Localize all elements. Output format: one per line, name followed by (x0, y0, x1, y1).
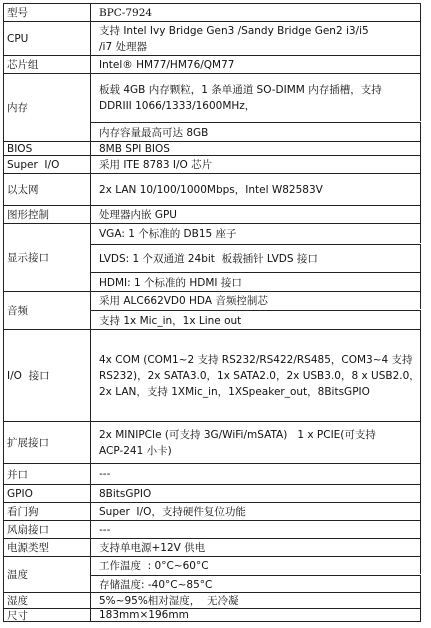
spec-row (3, 556, 421, 592)
spec-row (3, 55, 421, 73)
spec-row (3, 329, 421, 421)
spec-row (3, 520, 421, 538)
spec-label: 显示接口 (3, 224, 91, 291)
spec-label: 温度 (3, 557, 91, 592)
spec-value (91, 174, 421, 205)
spec-row (3, 421, 421, 463)
spec-value-line: 5%~95%相对湿度， 无冷凝 (99, 594, 239, 607)
spec-label: 扩展接口 (3, 422, 91, 463)
spec-value (91, 539, 421, 556)
spec-row (3, 141, 421, 155)
spec-value-line: ACP-241 小卡) (99, 444, 172, 457)
spec-label: BIOS (3, 142, 91, 155)
spec-value-line: BPC-7924 (99, 6, 153, 19)
spec-row (3, 3, 421, 21)
spec-value (91, 330, 421, 421)
spec-value (91, 142, 421, 155)
spec-row (3, 223, 421, 291)
spec-value (91, 224, 421, 243)
spec-label: 电源类型 (3, 539, 91, 556)
spec-value-line: 8BitsGPIO (99, 487, 152, 500)
spec-value-line: 板载 4GB 内存颗粒，1 条单通道 SO-DIMM 内存插槽，支持 (99, 83, 382, 96)
spec-row (3, 484, 421, 502)
spec-table (3, 3, 421, 622)
spec-row (3, 291, 421, 329)
spec-row (3, 73, 421, 141)
spec-value-line: 2x MINIPCIe (可支持 3G/WiFi/mSATA) 1 x PCIE(可支持 (99, 428, 376, 441)
spec-value-line: Intel® HM77/HM76/QM77 (99, 58, 235, 71)
spec-row (3, 592, 421, 608)
spec-subvalue: 支持 1x Mic_in，1x Line out (91, 310, 421, 330)
spec-value (91, 485, 421, 502)
spec-value-line: 支持 Intel Ivy Bridge Gen3 /Sandy Bridge Gen2 i3/i5 (99, 24, 369, 37)
spec-value-line: 4x COM (COM1~2 支持 RS232/RS422/RS485，COM3~4 支持 (99, 353, 413, 366)
spec-label: Super I/O (3, 156, 91, 173)
spec-row (3, 502, 421, 520)
spec-value (91, 22, 421, 55)
spec-label: 芯片组 (3, 56, 91, 73)
spec-value-line: --- (99, 523, 111, 536)
spec-label: 内存 (3, 74, 91, 141)
spec-row (3, 205, 421, 223)
spec-value-line: 支持单电源+12V 供电 (99, 541, 206, 554)
spec-label: 音频 (3, 292, 91, 329)
spec-label: 尺寸 (3, 609, 91, 621)
spec-subvalue: HDMI: 1 个标准的 HDMI 接口 (91, 272, 421, 292)
spec-value-line: 处理器内嵌 GPU (99, 208, 177, 221)
spec-value (91, 206, 421, 223)
spec-value (91, 74, 421, 121)
spec-value (91, 156, 421, 173)
spec-value (91, 557, 421, 574)
spec-value-line: 采用 ALC662VD0 HDA 音频控制芯 (99, 294, 268, 307)
spec-value (91, 521, 421, 538)
spec-subvalue: 存储温度: -40°C~85°C (91, 575, 421, 593)
spec-label: 以太网 (3, 174, 91, 205)
spec-value (91, 56, 421, 73)
spec-label: 湿度 (3, 593, 91, 608)
spec-label: 并口 (3, 464, 91, 484)
spec-label: CPU (3, 22, 91, 55)
spec-label: 型号 (3, 4, 91, 21)
spec-value (91, 593, 421, 608)
spec-label: GPIO (3, 485, 91, 502)
spec-row (3, 608, 421, 622)
spec-value-line: VGA: 1 个标准的 DB15 座子 (99, 227, 237, 240)
spec-row (3, 463, 421, 484)
spec-value (91, 422, 421, 463)
spec-value-line: /i7 处理器 (99, 40, 147, 53)
spec-value-line: --- (99, 468, 111, 480)
spec-label: 图形控制 (3, 206, 91, 223)
spec-subvalue: LVDS: 1 个双通道 24bit 板载插针 LVDS 接口 (91, 244, 421, 272)
spec-value-line: 2x LAN 10/100/1000Mbps，Intel W82583V (99, 183, 323, 196)
spec-value-line: 工作温度 : 0°C~60°C (99, 559, 209, 572)
spec-row (3, 538, 421, 556)
spec-label: I/O 接口 (3, 330, 91, 421)
spec-value-line: 8MB SPI BIOS (99, 142, 170, 155)
spec-value (91, 292, 421, 309)
spec-value-line: 183mm×196mm (99, 609, 189, 621)
spec-value (91, 609, 421, 621)
spec-value (91, 503, 421, 520)
spec-row (3, 21, 421, 55)
spec-value-line: 2x LAN，支持 1XMic_in，1XSpeaker_out，8BitsGPIO (99, 385, 370, 398)
spec-subvalue: 内存容量最高可达 8GB (91, 122, 421, 142)
spec-value-line: 采用 ITE 8783 I/O 芯片 (99, 158, 213, 171)
spec-value (91, 4, 421, 21)
spec-value-line: DDRIII 1066/1333/1600MHz， (99, 99, 256, 112)
spec-label: 看门狗 (3, 503, 91, 520)
spec-value-line: Super I/O，支持硬件复位功能 (99, 505, 246, 518)
spec-row (3, 155, 421, 173)
spec-value (91, 464, 421, 484)
spec-row (3, 173, 421, 205)
spec-label: 风扇接口 (3, 521, 91, 538)
spec-value-line: RS232)，2x SATA3.0，1x SATA2.0，2x USB3.0，8 x USB2.0， (99, 369, 420, 382)
